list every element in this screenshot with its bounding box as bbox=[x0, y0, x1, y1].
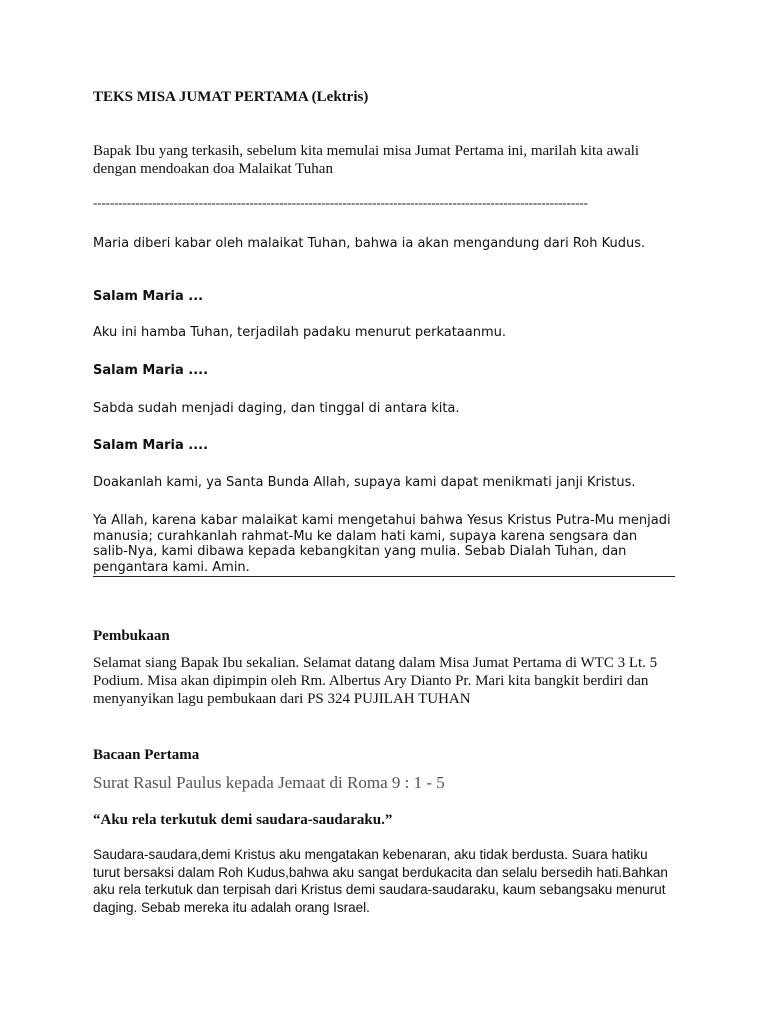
first-reading-title: “Aku rela terkutuk demi saudara-saudaraku.” bbox=[93, 812, 393, 828]
section-divider bbox=[93, 576, 675, 577]
angelus-closing-prayer: Ya Allah, karena kabar malaikat kami mengetahui bahwa Yesus Kristus Putra-Mu menjadi manusia; curahkanlah rahmat-Mu ke dalam hati kami, supaya karena sengsara dan salib-Nya, kami dibawa kepada kebangkitan yang mulia. Sebab Dialah Tuhan, dan pengantara kami. Amin. bbox=[93, 513, 671, 575]
opening-heading: Pembukaan bbox=[93, 628, 170, 644]
angelus-verse-3: Sabda sudah menjadi daging, dan tinggal di antara kita. bbox=[93, 401, 460, 416]
document-title: TEKS MISA JUMAT PERTAMA (Lektris) bbox=[93, 89, 369, 105]
dashed-separator: --------------------------------------------------------------------------------------------------------------------- bbox=[93, 195, 588, 210]
first-reading-text: Saudara-saudara,demi Kristus aku mengatakan kebenaran, aku tidak berdusta. Suara hatiku turut bersaksi dalam Roh Kudus,bahwa aku sangat berdukacita dan selalu bersedih hati.Bahkan aku rela terkutuk dan terpisah dari Kristus demi saudara-saudaraku, kaum sebangsaku menurut daging. Sebab mereka itu adalah orang Israel. bbox=[93, 847, 668, 915]
angelus-verse-4: Doakanlah kami, ya Santa Bunda Allah, supaya kami dapat menikmati janji Kristus. bbox=[93, 475, 636, 490]
angelus-response-3: Salam Maria .... bbox=[93, 438, 209, 453]
first-reading-source: Surat Rasul Paulus kepada Jemaat di Roma 9 : 1 - 5 bbox=[93, 773, 445, 792]
opening-paragraph: Selamat siang Bapak Ibu sekalian. Selamat datang dalam Misa Jumat Pertama di WTC 3 Lt. 5 Podium. Misa akan dipimpin oleh Rm. Albertus Ary Dianto Pr. Mari kita bangkit berdiri dan menyanyikan lagu pembukaan dari PS 324 PUJILAH TUHAN bbox=[93, 655, 658, 707]
angelus-verse-2: Aku ini hamba Tuhan, terjadilah padaku menurut perkataanmu. bbox=[93, 325, 507, 340]
intro-paragraph: Bapak Ibu yang terkasih, sebelum kita memulai misa Jumat Pertama ini, marilah kita awali dengan mendoakan doa Malaikat Tuhan bbox=[93, 143, 640, 177]
angelus-response-1: Salam Maria ... bbox=[93, 289, 204, 304]
angelus-response-2: Salam Maria .... bbox=[93, 363, 209, 378]
first-reading-heading: Bacaan Pertama bbox=[93, 747, 200, 763]
angelus-verse-1: Maria diberi kabar oleh malaikat Tuhan, bahwa ia akan mengandung dari Roh Kudus. bbox=[93, 236, 646, 251]
